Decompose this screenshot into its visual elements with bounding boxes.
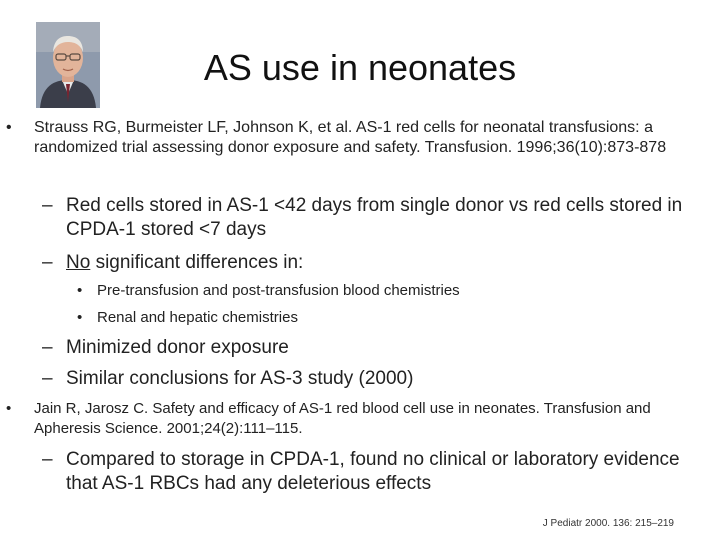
reference-strauss	[6, 118, 684, 158]
point-cpda1-comparison-text: Compared to storage in CPDA-1, found no clinical or laboratory evidence that AS-1 RBCs had any deleterious effects	[66, 449, 680, 494]
slide-title: AS use in neonates	[203, 47, 517, 88]
subpoint-renal-hepatic-text: Renal and hepatic chemistries	[97, 309, 298, 326]
bullet-icon: •	[77, 282, 83, 299]
dash-icon: –	[42, 368, 53, 389]
point-minimized-donor-exposure	[42, 336, 696, 360]
subpoint-blood-chemistries	[77, 278, 657, 304]
dash-icon: –	[42, 449, 53, 470]
reference-jain-text: Jain R, Jarosz C. Safety and efficacy of AS-1 red blood cell use in neonates. Transfusion and Apheresis Science. 2001;24(2):111–115.	[34, 400, 651, 437]
underlined-no: No	[66, 252, 91, 273]
citation-footer: J Pediatr 2000. 136: 215–219	[542, 518, 674, 529]
reference-jain	[6, 399, 684, 439]
point-no-differences-text: significant differences in:	[90, 252, 304, 273]
subpoint-blood-chemistries-text: Pre-transfusion and post-transfusion blood chemistries	[97, 282, 460, 299]
dash-icon: –	[42, 337, 53, 358]
subpoint-renal-hepatic	[77, 305, 657, 331]
point-as3-study	[42, 367, 696, 391]
point-cpda1-comparison	[42, 448, 696, 496]
dash-icon: –	[42, 195, 53, 216]
bullet-icon: •	[6, 119, 12, 136]
reference-strauss-text: Strauss RG, Burmeister LF, Johnson K, et al. AS-1 red cells for neonatal transfusions: a randomized trial assessing donor exposure and safety. Transfusion. 1996;36(10):873-878	[34, 119, 667, 156]
dash-icon: –	[42, 252, 53, 273]
bullet-icon: •	[77, 309, 83, 326]
bullet-icon: •	[6, 400, 12, 417]
portrait-photo-icon	[36, 22, 100, 108]
point-red-cells-stored	[42, 194, 696, 242]
point-no-differences	[42, 251, 696, 275]
point-as3-study-text: Similar conclusions for AS-3 study (2000)	[66, 368, 414, 389]
point-red-cells-stored-text: Red cells stored in AS-1 <42 days from single donor vs red cells stored in CPDA-1 stored <7 days	[66, 195, 683, 240]
point-minimized-donor-exposure-text: Minimized donor exposure	[66, 337, 289, 358]
